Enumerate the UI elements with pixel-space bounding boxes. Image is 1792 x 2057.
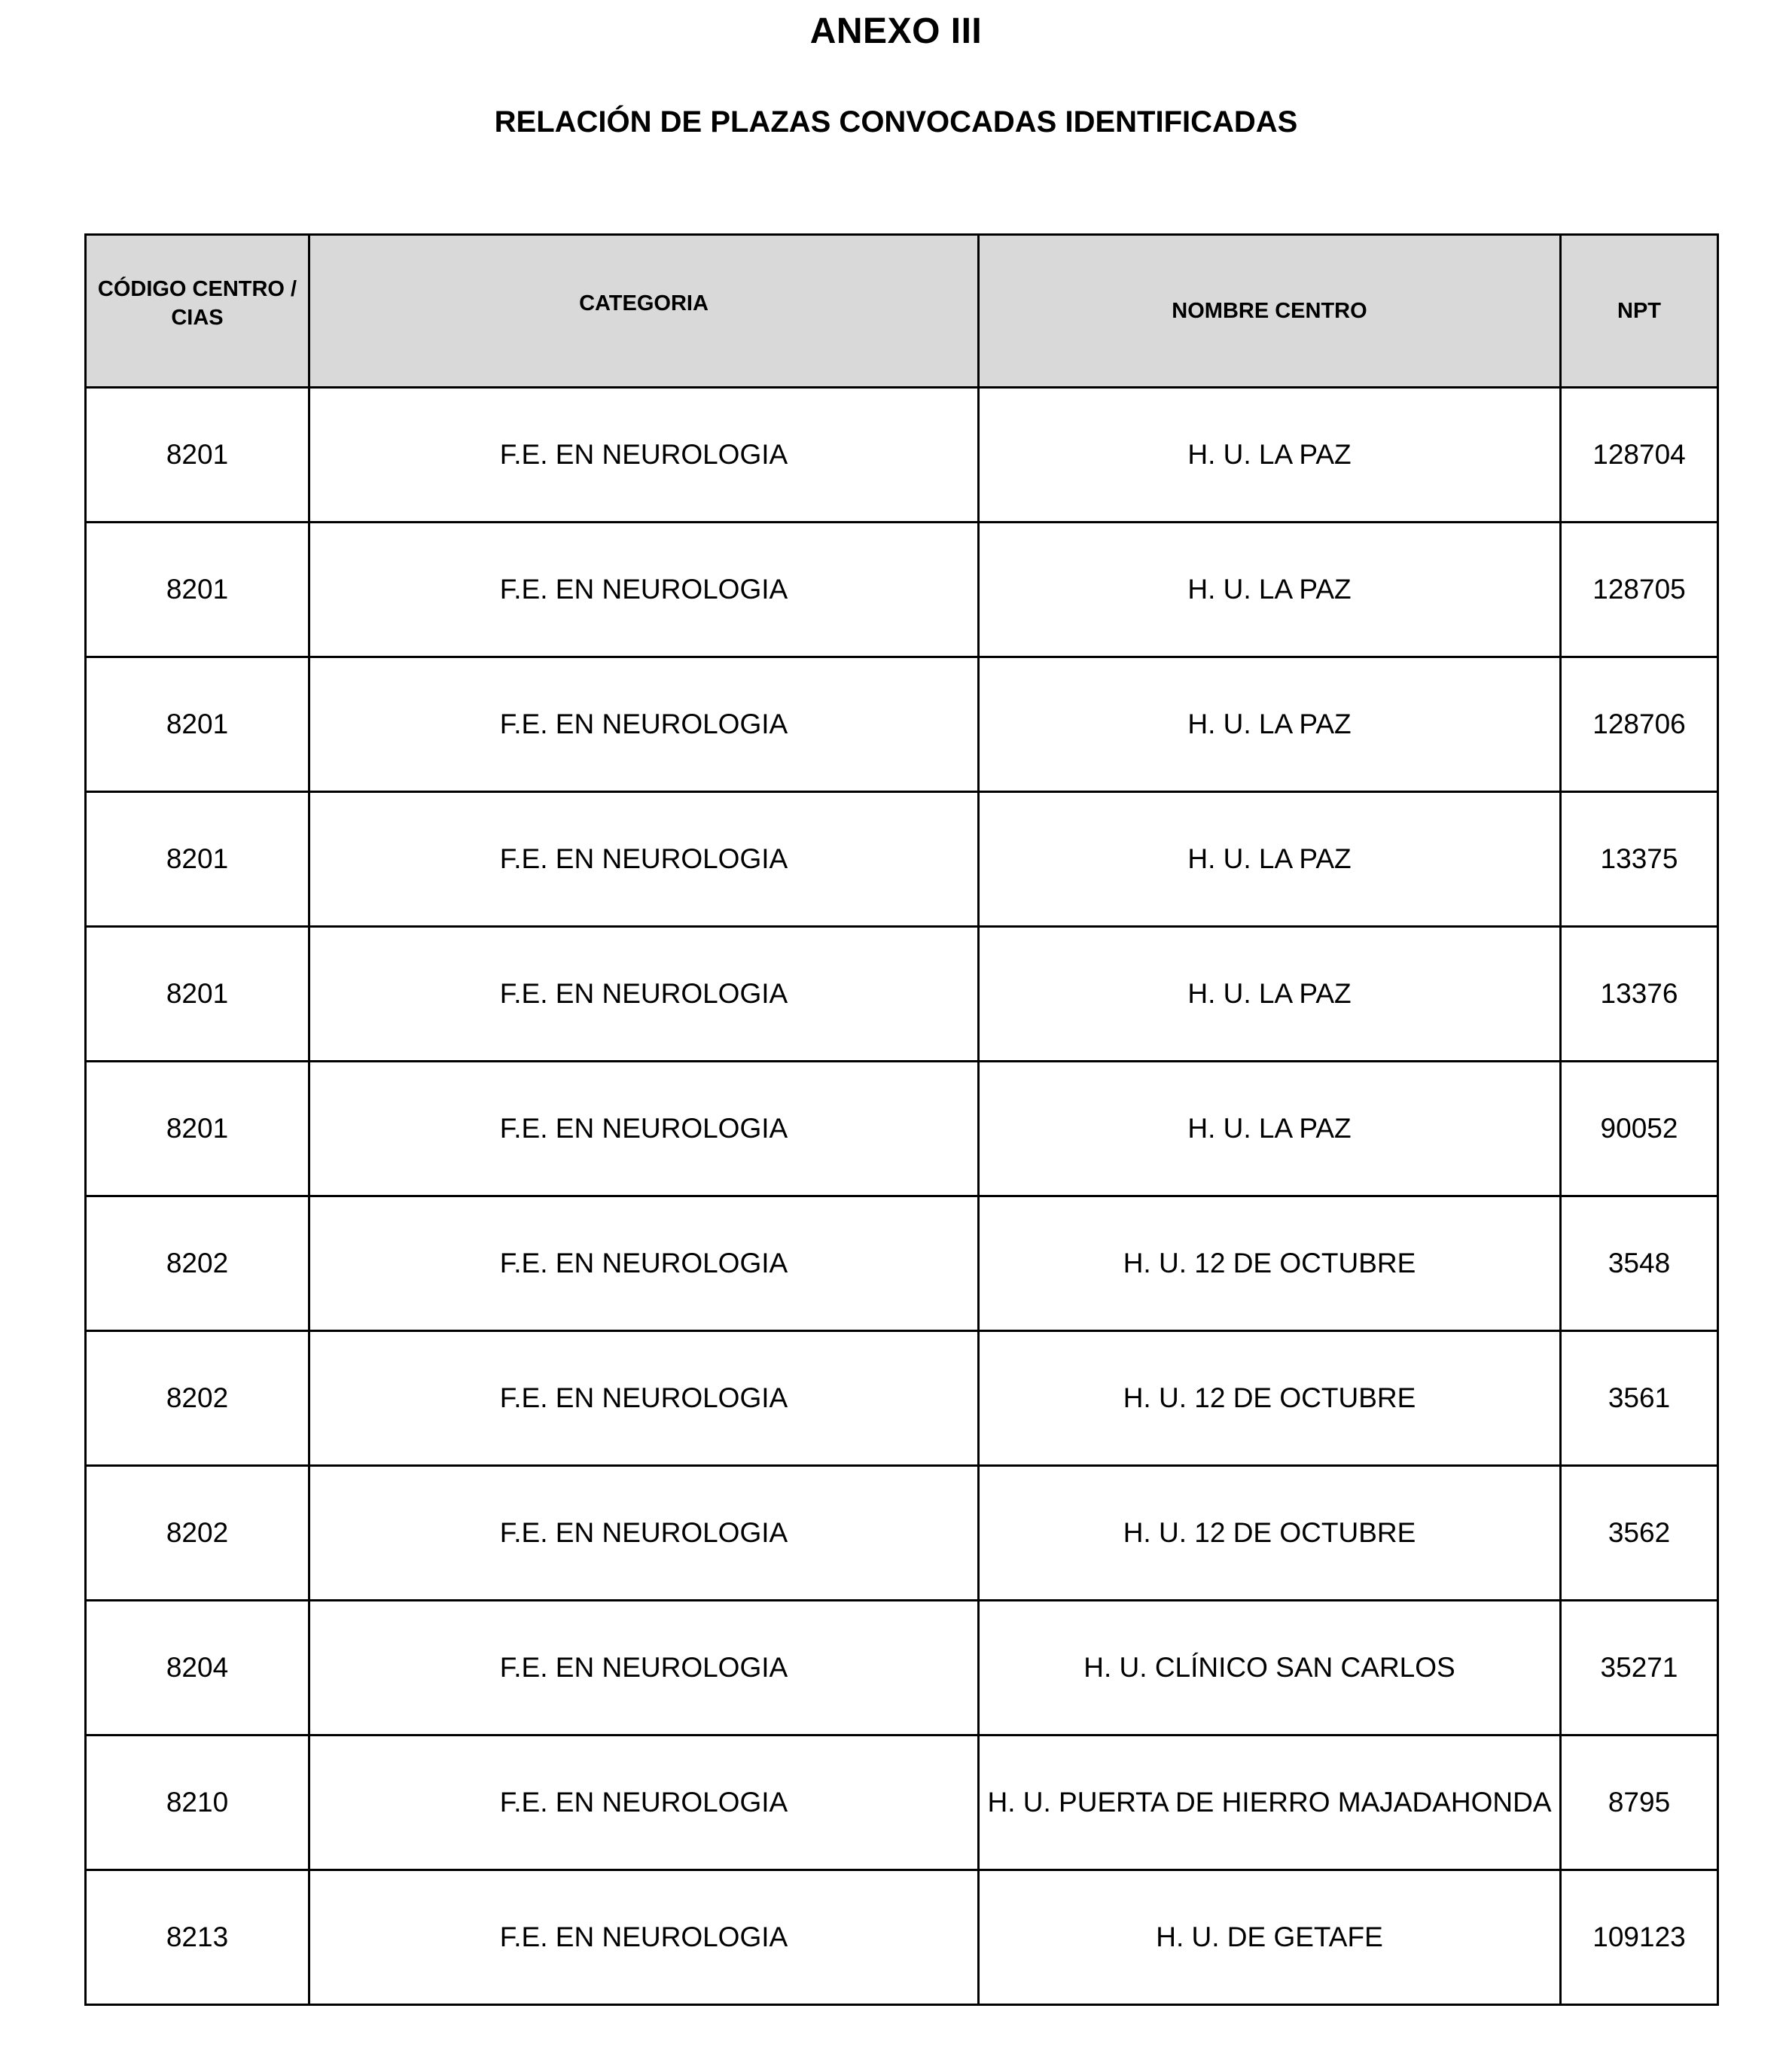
cell-npt: 13375 bbox=[1561, 792, 1718, 927]
cell-nombre-centro: H. U. CLÍNICO SAN CARLOS bbox=[979, 1601, 1561, 1735]
table-row bbox=[86, 1466, 1718, 1601]
cell-nombre-centro: H. U. 12 DE OCTUBRE bbox=[979, 1196, 1561, 1331]
cell-categoria: F.E. EN NEUROLOGIA bbox=[309, 1062, 979, 1196]
cell-codigo: 8202 bbox=[86, 1331, 309, 1466]
plazas-table bbox=[84, 233, 1719, 2006]
cell-npt: 3548 bbox=[1561, 1196, 1718, 1331]
cell-npt: 3562 bbox=[1561, 1466, 1718, 1601]
cell-categoria: F.E. EN NEUROLOGIA bbox=[309, 1870, 979, 2005]
cell-categoria: F.E. EN NEUROLOGIA bbox=[309, 1466, 979, 1601]
document-subtitle: RELACIÓN DE PLAZAS CONVOCADAS IDENTIFICADAS bbox=[494, 105, 1298, 139]
table-body bbox=[86, 388, 1718, 2005]
cell-codigo: 8202 bbox=[86, 1466, 309, 1601]
header-npt-label: NPT bbox=[1617, 299, 1661, 323]
table-row bbox=[86, 657, 1718, 792]
table-row bbox=[86, 523, 1718, 657]
cell-categoria: F.E. EN NEUROLOGIA bbox=[309, 1735, 979, 1870]
cell-codigo: 8213 bbox=[86, 1870, 309, 2005]
table-header bbox=[86, 235, 1718, 388]
header-npt bbox=[1561, 235, 1718, 388]
table-row bbox=[86, 1870, 1718, 2005]
cell-codigo: 8201 bbox=[86, 657, 309, 792]
cell-npt: 90052 bbox=[1561, 1062, 1718, 1196]
cell-codigo: 8201 bbox=[86, 1062, 309, 1196]
cell-nombre-centro: H. U. LA PAZ bbox=[979, 388, 1561, 523]
cell-nombre-centro: H. U. PUERTA DE HIERRO MAJADAHONDA bbox=[979, 1735, 1561, 1870]
cell-nombre-centro: H. U. LA PAZ bbox=[979, 792, 1561, 927]
cell-nombre-centro: H. U. LA PAZ bbox=[979, 523, 1561, 657]
cell-categoria: F.E. EN NEUROLOGIA bbox=[309, 1331, 979, 1466]
cell-nombre-centro: H. U. LA PAZ bbox=[979, 927, 1561, 1062]
cell-codigo: 8201 bbox=[86, 792, 309, 927]
cell-npt: 13376 bbox=[1561, 927, 1718, 1062]
header-categoria bbox=[309, 235, 979, 388]
header-row bbox=[86, 235, 1718, 388]
cell-codigo: 8210 bbox=[86, 1735, 309, 1870]
cell-npt: 128706 bbox=[1561, 657, 1718, 792]
header-categoria-label: CATEGORIA bbox=[579, 291, 709, 315]
cell-nombre-centro: H. U. 12 DE OCTUBRE bbox=[979, 1466, 1561, 1601]
cell-npt: 35271 bbox=[1561, 1601, 1718, 1735]
cell-nombre-centro: H. U. LA PAZ bbox=[979, 1062, 1561, 1196]
cell-npt: 109123 bbox=[1561, 1870, 1718, 2005]
cell-nombre-centro: H. U. LA PAZ bbox=[979, 657, 1561, 792]
cell-npt: 3561 bbox=[1561, 1331, 1718, 1466]
document-title: ANEXO III bbox=[809, 11, 983, 51]
cell-codigo: 8201 bbox=[86, 388, 309, 523]
cell-npt: 128704 bbox=[1561, 388, 1718, 523]
table-row bbox=[86, 1196, 1718, 1331]
cell-categoria: F.E. EN NEUROLOGIA bbox=[309, 1601, 979, 1735]
table-row bbox=[86, 1601, 1718, 1735]
table-row bbox=[86, 792, 1718, 927]
cell-npt: 128705 bbox=[1561, 523, 1718, 657]
header-codigo-centro bbox=[86, 235, 309, 388]
cell-codigo: 8201 bbox=[86, 523, 309, 657]
cell-categoria: F.E. EN NEUROLOGIA bbox=[309, 523, 979, 657]
cell-categoria: F.E. EN NEUROLOGIA bbox=[309, 927, 979, 1062]
table-row bbox=[86, 927, 1718, 1062]
cell-categoria: F.E. EN NEUROLOGIA bbox=[309, 1196, 979, 1331]
cell-categoria: F.E. EN NEUROLOGIA bbox=[309, 657, 979, 792]
cell-nombre-centro: H. U. DE GETAFE bbox=[979, 1870, 1561, 2005]
header-nombre-centro bbox=[979, 235, 1561, 388]
cell-codigo: 8202 bbox=[86, 1196, 309, 1331]
cell-codigo: 8201 bbox=[86, 927, 309, 1062]
table-row bbox=[86, 1331, 1718, 1466]
cell-categoria: F.E. EN NEUROLOGIA bbox=[309, 792, 979, 927]
header-nombre-centro-label: NOMBRE CENTRO bbox=[1172, 299, 1367, 323]
cell-nombre-centro: H. U. 12 DE OCTUBRE bbox=[979, 1331, 1561, 1466]
cell-codigo: 8204 bbox=[86, 1601, 309, 1735]
cell-npt: 8795 bbox=[1561, 1735, 1718, 1870]
cell-categoria: F.E. EN NEUROLOGIA bbox=[309, 388, 979, 523]
table-row bbox=[86, 1062, 1718, 1196]
table-row bbox=[86, 388, 1718, 523]
header-codigo-centro-label: CÓDIGO CENTRO / CIAS bbox=[97, 277, 297, 330]
table-row bbox=[86, 1735, 1718, 1870]
